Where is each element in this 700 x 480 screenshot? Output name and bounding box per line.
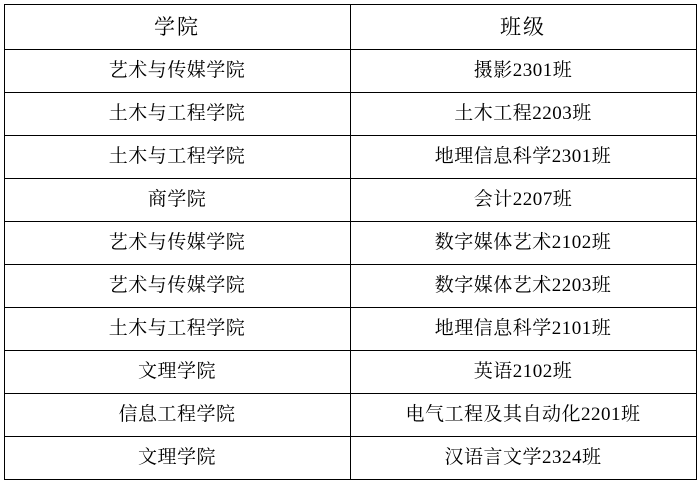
table-row — [4, 394, 696, 437]
cell-college: 文理学院 — [4, 351, 350, 394]
table-row — [4, 179, 696, 222]
cell-college: 文理学院 — [4, 437, 350, 480]
cell-class: 数字媒体艺术2102班 — [350, 222, 696, 265]
cell-college: 商学院 — [4, 179, 350, 222]
college-class-table — [4, 4, 697, 480]
cell-class: 汉语言文学2324班 — [350, 437, 696, 480]
table-body — [4, 50, 696, 480]
cell-college: 艺术与传媒学院 — [4, 265, 350, 308]
column-header-class: 班级 — [350, 5, 696, 50]
table-row — [4, 265, 696, 308]
cell-class: 电气工程及其自动化2201班 — [350, 394, 696, 437]
cell-college: 艺术与传媒学院 — [4, 222, 350, 265]
cell-class: 英语2102班 — [350, 351, 696, 394]
cell-class: 数字媒体艺术2203班 — [350, 265, 696, 308]
cell-class: 会计2207班 — [350, 179, 696, 222]
cell-college: 土木与工程学院 — [4, 93, 350, 136]
cell-college: 信息工程学院 — [4, 394, 350, 437]
cell-class: 地理信息科学2101班 — [350, 308, 696, 351]
cell-college: 土木与工程学院 — [4, 308, 350, 351]
table-row — [4, 222, 696, 265]
cell-class: 地理信息科学2301班 — [350, 136, 696, 179]
table-header — [4, 5, 696, 50]
table-row — [4, 93, 696, 136]
table-row — [4, 50, 696, 93]
table-row — [4, 437, 696, 480]
table-row — [4, 308, 696, 351]
table-row — [4, 136, 696, 179]
cell-class: 土木工程2203班 — [350, 93, 696, 136]
cell-college: 土木与工程学院 — [4, 136, 350, 179]
column-header-college: 学院 — [4, 5, 350, 50]
cell-class: 摄影2301班 — [350, 50, 696, 93]
table-row — [4, 351, 696, 394]
table-header-row — [4, 5, 696, 50]
cell-college: 艺术与传媒学院 — [4, 50, 350, 93]
